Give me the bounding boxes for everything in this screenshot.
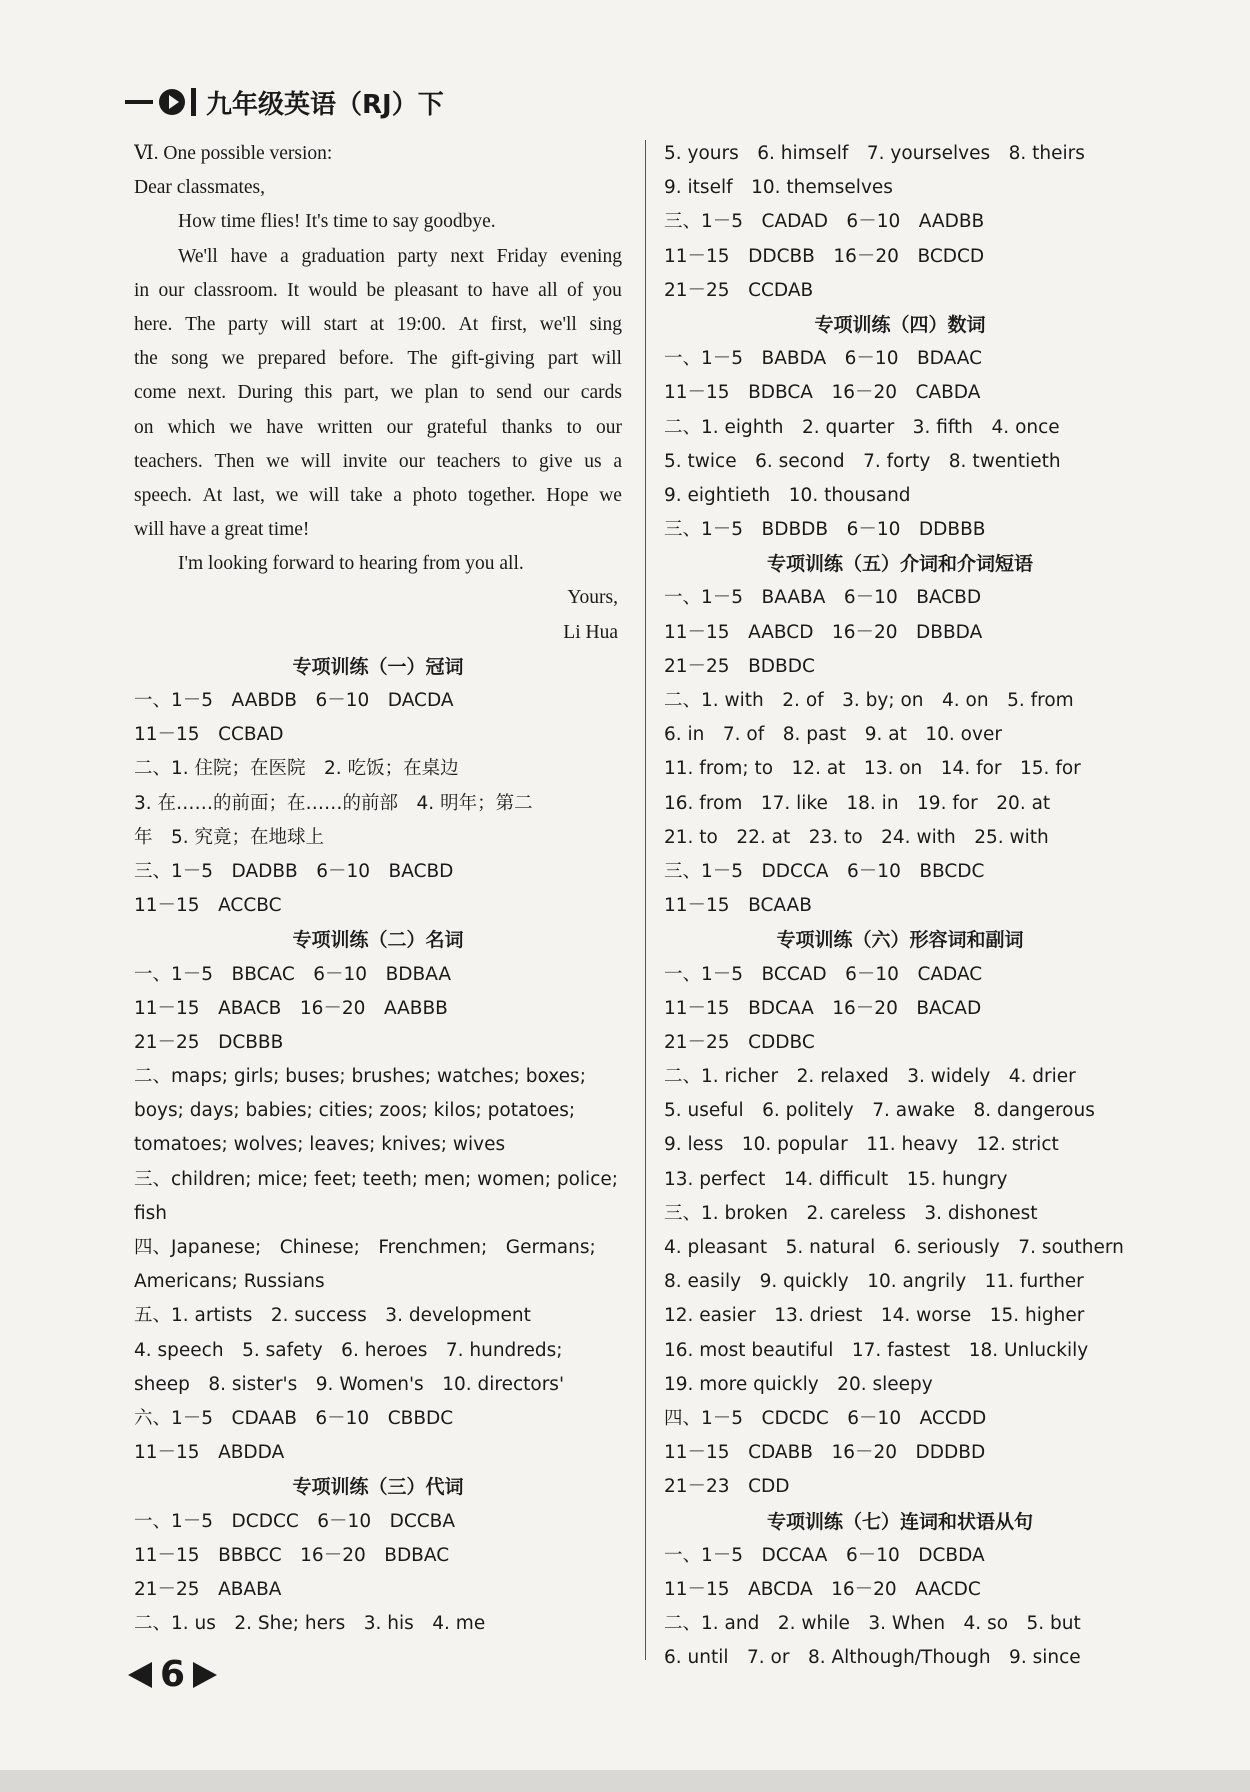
left-column (134, 137, 622, 1641)
answer-line: 9. eightieth 10. thousand (664, 484, 911, 506)
answer-line: 11－15 BDBCA 16－20 CABDA (664, 382, 981, 404)
answer-line: 21－25 BDBDC (664, 655, 815, 677)
play-logo-icon (159, 89, 185, 115)
essay-line: here. The party will start at 19:00. At first, we'll sing (134, 313, 622, 335)
answer-line: 6. in 7. of 8. past 9. at 10. over (664, 724, 1002, 746)
right-column (664, 137, 1136, 1675)
answer-line: 11－15 AABCD 16－20 DBBDA (664, 621, 983, 643)
answer-line: 9. less 10. popular 11. heavy 12. strict (664, 1134, 1059, 1156)
answer-line: 11. from; to 12. at 13. on 14. for 15. for (664, 758, 1081, 780)
answer-line: 19. more quickly 20. sleepy (664, 1373, 933, 1395)
header-bar (191, 88, 196, 116)
answer-line: 3. 在……的前面；在……的前部 4. 明年；第二 (134, 792, 533, 814)
next-arrow-icon (193, 1662, 217, 1688)
answer-line: 16. most beautiful 17. fastest 18. Unluckily (664, 1339, 1089, 1361)
page-number (128, 1654, 217, 1695)
section-title-adjectives-adverbs: 专项训练（六）形容词和副词 (776, 929, 1024, 952)
answer-line: 二、1. richer 2. relaxed 3. widely 4. drier (664, 1066, 1076, 1088)
answer-line: 四、1－5 CDCDC 6－10 ACCDD (664, 1407, 987, 1429)
section-title-articles: 专项训练（一）冠词 (292, 655, 464, 678)
answer-line: 11－15 ACCBC (134, 895, 282, 917)
answer-line: 5. yours 6. himself 7. yourselves 8. theirs (664, 143, 1085, 164)
answer-line: 二、1. with 2. of 3. by; on 4. on 5. from (664, 690, 1074, 711)
answer-line: 11－15 BDCAA 16－20 BACAD (664, 997, 982, 1019)
essay-salutation: Dear classmates, (134, 177, 266, 199)
answer-line: 三、1. broken 2. careless 3. dishonest (664, 1202, 1038, 1224)
answer-line: 11－15 DDCBB 16－20 BCDCD (664, 245, 985, 267)
essay-paragraph-3: I'm looking forward to hearing from you all. (178, 553, 524, 575)
answer-line: tomatoes; wolves; leaves; knives; wives (134, 1134, 506, 1156)
answer-line: 11－15 BCAAB (664, 895, 812, 917)
answer-line: 11－15 BBBCC 16－20 BDBAC (134, 1544, 450, 1566)
answer-line: 12. easier 13. driest 14. worse 15. higher (664, 1305, 1085, 1327)
answer-line: 二、1. and 2. while 3. When 4. so 5. but (664, 1613, 1081, 1635)
section-title-conjunctions: 专项训练（七）连词和状语从句 (766, 1510, 1033, 1533)
answer-line: 4. speech 5. safety 6. heroes 7. hundreds; (134, 1339, 563, 1361)
answer-line: 六、1－5 CDAAB 6－10 CBBDC (134, 1407, 454, 1429)
answer-line: 5. useful 6. politely 7. awake 8. dangerous (664, 1100, 1095, 1122)
prev-arrow-icon (128, 1662, 152, 1688)
answer-line: 11－15 ABDDA (134, 1442, 285, 1464)
section-title-prepositions: 专项训练（五）介词和介词短语 (766, 553, 1033, 576)
answer-line: fish (134, 1202, 168, 1224)
section-title-pronouns: 专项训练（三）代词 (292, 1476, 464, 1499)
answer-line: 二、1. 住院；在医院 2. 吃饭；在桌边 (134, 758, 459, 780)
answer-line: 三、1－5 DADBB 6－10 BACBD (134, 860, 454, 882)
answer-line: 二、maps; girls; buses; brushes; watches; boxes; (134, 1066, 586, 1088)
essay-heading: Ⅵ. One possible version: (134, 143, 333, 164)
answer-line: 四、Japanese; Chinese; Frenchmen; Germans; (134, 1237, 596, 1258)
header-rule (125, 100, 153, 104)
answer-line: 11－15 ABCDA 16－20 AACDC (664, 1578, 981, 1600)
answer-line: 13. perfect 14. difficult 15. hungry (664, 1168, 1008, 1190)
answer-line: 21－25 ABABA (134, 1578, 282, 1600)
essay-line: on which we have written our grateful thanks to our (134, 416, 622, 438)
answer-line: 21－25 DCBBB (134, 1031, 284, 1053)
essay-signature: Li Hua (563, 621, 618, 643)
answer-line: 二、1. us 2. She; hers 3. his 4. me (134, 1613, 486, 1635)
answer-line: 三、1－5 DDCCA 6－10 BBCDC (664, 860, 985, 882)
section-title-numerals: 专项训练（四）数词 (814, 313, 986, 336)
page-header (125, 82, 444, 122)
column-divider (645, 140, 646, 1660)
section-title-nouns: 专项训练（二）名词 (292, 929, 464, 952)
answer-line: 五、1. artists 2. success 3. development (134, 1305, 531, 1327)
essay-line: teachers. Then we will invite our teachers to give us a (134, 450, 622, 472)
answer-line: 21. to 22. at 23. to 24. with 25. with (664, 826, 1049, 848)
answer-line: 三、1－5 BDBDB 6－10 DDBBB (664, 519, 986, 541)
answer-line: 二、1. eighth 2. quarter 3. fifth 4. once (664, 416, 1060, 438)
answer-line: sheep 8. sister's 9. Women's 10. directors' (134, 1373, 565, 1395)
answer-line: 11－15 CCBAD (134, 724, 284, 746)
essay-line: come next. During this part, we plan to send our cards (134, 382, 622, 404)
essay-closing: Yours, (567, 587, 618, 609)
answer-line: 三、children; mice; feet; teeth; men; women; police; (134, 1168, 618, 1190)
answer-line: 一、1－5 AABDB 6－10 DACDA (134, 690, 454, 711)
answer-line: 一、1－5 BAABA 6－10 BACBD (664, 587, 982, 609)
answer-line: 16. from 17. like 18. in 19. for 20. at (664, 792, 1051, 814)
essay-line: in our classroom. It would be pleasant to have all of you (134, 279, 622, 301)
answer-line: 21－25 CDDBC (664, 1031, 815, 1053)
answer-line: 11－15 ABACB 16－20 AABBB (134, 997, 448, 1019)
answer-line: Americans; Russians (134, 1271, 325, 1293)
answer-line: 一、1－5 BABDA 6－10 BDAAC (664, 348, 982, 370)
footer-band (0, 1770, 1250, 1792)
essay-paragraph-1: How time flies! It's time to say goodbye. (178, 211, 496, 233)
essay-line: will have a great time! (134, 519, 310, 541)
essay-line: We'll have a graduation party next Friday evening (178, 245, 622, 267)
essay-line: speech. At last, we will take a photo together. Hope we (134, 484, 622, 506)
answer-line: 一、1－5 BCCAD 6－10 CADAC (664, 963, 983, 985)
answer-line: 三、1－5 CADAD 6－10 AADBB (664, 211, 985, 233)
answer-line: 年 5. 究竟；在地球上 (134, 826, 325, 848)
answer-line: 4. pleasant 5. natural 6. seriously 7. southern (664, 1237, 1124, 1258)
answer-line: 21－23 CDD (664, 1476, 790, 1498)
essay-line: the song we prepared before. The gift-giving part will (134, 348, 622, 370)
answer-line: 一、1－5 DCDCC 6－10 DCCBA (134, 1510, 456, 1532)
answer-line: 一、1－5 BBCAC 6－10 BDBAA (134, 963, 452, 985)
answer-line: boys; days; babies; cities; zoos; kilos; potatoes; (134, 1100, 576, 1122)
answer-line: 21－25 CCDAB (664, 279, 814, 301)
answer-line: 11－15 CDABB 16－20 DDDBD (664, 1442, 986, 1464)
header-title: 九年级英语（RJ）下 (206, 89, 444, 120)
answer-line: 9. itself 10. themselves (664, 177, 893, 199)
answer-line: 8. easily 9. quickly 10. angrily 11. further (664, 1271, 1084, 1293)
answer-line: 一、1－5 DCCAA 6－10 DCBDA (664, 1544, 985, 1566)
page-number-text: 6 (160, 1654, 186, 1695)
answer-line: 5. twice 6. second 7. forty 8. twentieth (664, 450, 1061, 472)
answer-line: 6. until 7. or 8. Although/Though 9. since (664, 1647, 1081, 1669)
